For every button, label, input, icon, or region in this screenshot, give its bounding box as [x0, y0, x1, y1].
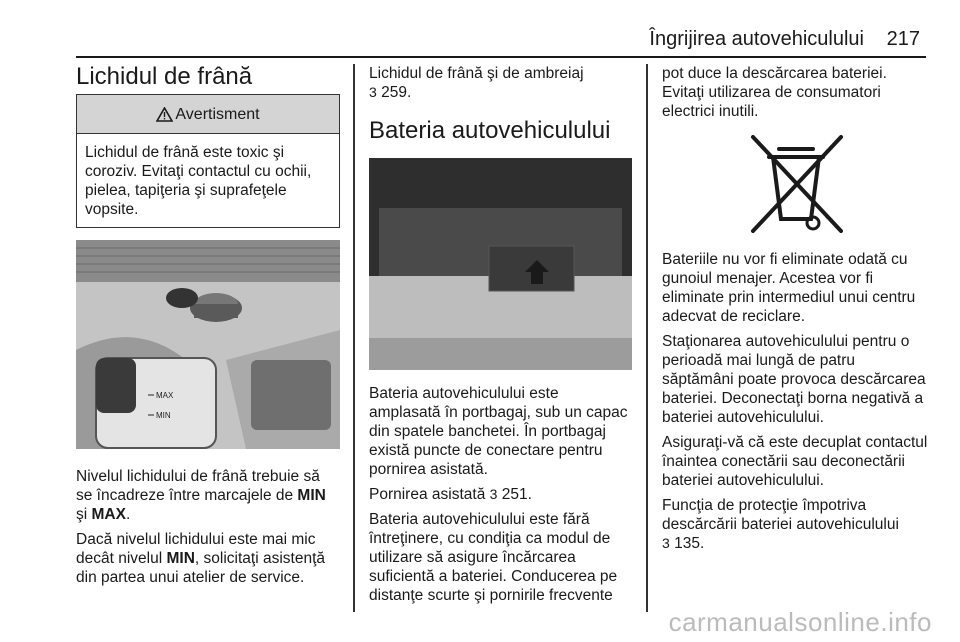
paragraph-parking: Staţionarea autovehiculului pentru o perioadă mai lungă de patru săptămâni poate provoca descărcarea bateriei. Deconectaţi borna negativă a bateriei autovehiculului.	[662, 333, 926, 426]
section-title-battery: Bateria autovehiculului	[369, 117, 611, 144]
crossed-out-bin-icon	[662, 127, 930, 244]
column-1	[76, 64, 340, 593]
brake-fluid-reservoir-photo	[76, 240, 340, 449]
column-3	[662, 64, 930, 559]
paragraph-disposal: Bateriile nu vor fi eliminate odată cu gunoiul menajer. Acestea vor fi eliminate prin intermediul unui centru adecvat de reciclare.	[662, 251, 916, 325]
cross-reference-icon: 3	[662, 535, 670, 551]
photo-label-min: MIN	[156, 411, 171, 420]
page-number: 217	[886, 28, 920, 50]
warning-box	[76, 94, 340, 228]
cross-reference-link[interactable]: 135.	[674, 535, 705, 552]
header-title: Îngrijirea autovehiculului	[649, 28, 864, 50]
column-divider-1	[353, 64, 355, 612]
paragraph-continuation: Lichidul de frână şi de ambreiaj 3 259.	[369, 65, 584, 101]
paragraph-protection: Funcţia de protecţie împotriva descărcării bateriei autovehiculului 3 135.	[662, 497, 899, 552]
paragraph-discharge: pot duce la descărcarea bateriei. Evitaţi utilizarea de consumatori electrici inutili.	[662, 65, 887, 120]
warning-header	[77, 95, 339, 134]
column-divider-2	[646, 64, 648, 612]
paragraph-brake-level: Nivelul lichidului de frână trebuie să se încadreze între marcajele de MIN şi MAX.	[76, 468, 326, 523]
cross-reference-link[interactable]: 259.	[381, 84, 412, 101]
paragraph-ignition: Asiguraţi-vă că este decuplat contactul înaintea conectării sau deconectării bateriei autovehiculului.	[662, 434, 928, 489]
warning-triangle-icon	[156, 107, 173, 122]
watermark: carmanualsonline.info	[668, 607, 932, 637]
paragraph-brake-low: Dacă nivelul lichidului este mai mic decât nivelul MIN, solicitaţi asistenţă din partea unui atelier de service.	[76, 531, 325, 586]
photo-label-max: MAX	[156, 391, 174, 400]
cross-reference-icon: 3	[489, 486, 498, 502]
cross-reference-link[interactable]: 251.	[501, 486, 532, 503]
header-rule	[76, 56, 926, 58]
column-2	[369, 64, 632, 611]
paragraph-maintenance-free: Bateria autovehiculului este fără întreţinere, cu condiţia ca modul de utilizare să asigure încărcarea suficientă a bateriei. Conducerea pe distanţe scurte şi pornirile frecvente	[369, 511, 618, 604]
warning-title: Avertisment	[175, 105, 260, 123]
section-title-brake-fluid: Lichidul de frână	[76, 63, 253, 90]
paragraph-jump-start: Pornirea asistată 3 251.	[369, 486, 532, 503]
battery-trunk-photo	[369, 158, 632, 370]
warning-text: Lichidul de frână este toxic şi coroziv. Evitaţi contactul cu ochii, pielea, tapiţeria şi suprafeţele vopsite.	[85, 144, 312, 218]
paragraph-battery-location: Bateria autovehiculului este amplasată în portbagaj, sub un capac din spatele banchetei. În portbagaj există puncte de conectare pentru pornirea asistată.	[369, 385, 628, 478]
cross-reference-icon: 3	[369, 84, 377, 100]
